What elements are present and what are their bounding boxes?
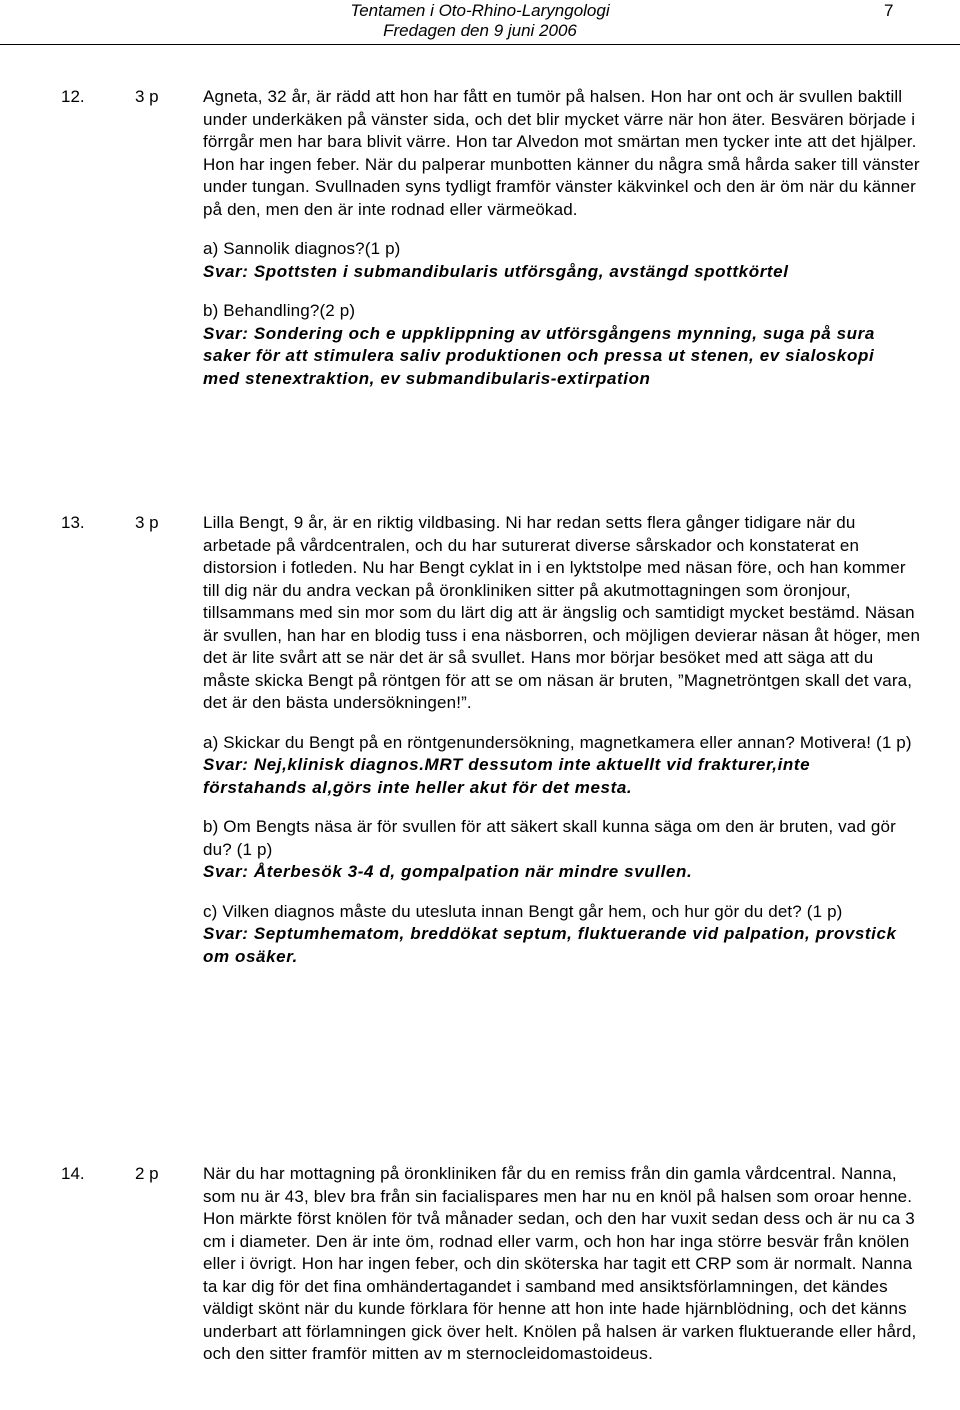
subquestion: b) Behandling?(2 p) [203,301,356,320]
answer: Svar: Nej,klinisk diagnos.MRT dessutom inte aktuellt vid frakturer,inte förstahands al,görs inte heller akut för det mesta. [203,755,811,797]
question-body [203,1163,923,1366]
question-number: 13. [61,513,85,532]
question-points: 2 p [135,1164,159,1183]
answer: Svar: Återbesök 3-4 d, gompalpation när mindre svullen. [203,862,693,881]
answer: Svar: Septumhematom, breddökat septum, fluktuerande vid palpation, provstick om osäker. [203,924,897,966]
question-points: 3 p [135,87,159,106]
subquestion: a) Skickar du Bengt på en röntgenundersökning, magnetkamera eller annan? Motivera! (1 p) [203,732,912,752]
question-number: 14. [61,1164,85,1183]
question-text: När du har mottagning på öronkliniken får du en remiss från din gamla vårdcentral. Nanna, som nu är 43, blev bra från sin facialispares men har nu en knöl på halsen som oroar henne. Hon märkte först knölen för två månader sedan, och den har vuxit sedan dess och är nu ca 3 cm i diameter. Den är inte öm, rodnad eller varm, och hon har inga större besvär från knölen eller i övrigt. Hon har ingen feber, och din sköterska har tagit ett CRP som är normalt. Nanna ta kar dig för det fina omhändertagandet i samband med ansiktsförlamningen, det kändes väldigt skönt när du kunde förklara för henne att hon inte hade hjärnblödning, och det känns underbart att förlamningen gick över helt. Knölen på halsen är varken fluktuerande eller hård, och den sitter framför mitten av m sternocleidomastoideus. [203,1164,917,1363]
question-text: Agneta, 32 år, är rädd att hon har fått en tumör på halsen. Hon har ont och är svullen baktill under underkäken på vänster sida, och det blir mycket värre när hon äter. Besvären började i förrgår men har bara blivit värre. Hon tar Alvedon mot smärtan men tycker inte att det hjälper. Hon har ingen feber. När du palperar munbotten känner du några små hårda saker till vänster under tungan. Svullnaden syns tydligt framför vänster käkvinkel och den är öm när du känner på den, men den är inte rodnad eller värmeökad. [203,87,920,219]
answer: Svar: Sondering och e uppklippning av utförsgångens mynning, suga på sura saker för att stimulera saliv produktionen och pressa ut stenen, ev sialoskopi med stenextraktion, ev submandibularis-extirpation [203,323,875,388]
header-rule [0,44,960,45]
question-body [203,512,923,968]
question-text: Lilla Bengt, 9 år, är en riktig vildbasing. Ni har redan setts flera gånger tidigare när du arbetade på vårdcentralen, och du har suturerat diverse sårskador och konstaterat en distorsion i fotleden. Nu har Bengt cyklat in i en lyktstolpe med näsan före, och han kommer till dig när du andra veckan på öronkliniken sitter på akutmottagningen som öronjour, tillsammans med sin mor som du lärt dig att är ängslig och samtidigt mycket bestämd. Näsan är svullen, han har en blodig tuss i ena näsborren, och möjligen devierar näsan åt höger, men det är lite svårt att se när det är så svullet. Hans mor börjar besöket med att säga att du måste skicka Bengt på röntgen för att se om näsan är bruten, ”Magnetröntgen skall det vara, det är den bästa undersökningen!”. [203,513,921,712]
question-points: 3 p [135,513,159,532]
subquestion: c) Vilken diagnos måste du utesluta innan Bengt går hem, och hur gör du det? (1 p) [203,901,843,921]
header-date: Fredagen den 9 juni 2006 [383,21,577,40]
question-number: 12. [61,87,85,106]
subquestion: b) Om Bengts näsa är för svullen för att säkert skall kunna säga om den är bruten, vad gör du? (1 p) [203,817,896,859]
header-title: Tentamen i Oto-Rhino-Laryngologi [350,1,610,20]
subquestion: a) Sannolik diagnos?(1 p) [203,239,401,258]
page-number: 7 [884,1,894,20]
question-body [203,86,923,390]
answer: Svar: Spottsten i submandibularis utförsgång, avstängd spottkörtel [203,261,789,281]
